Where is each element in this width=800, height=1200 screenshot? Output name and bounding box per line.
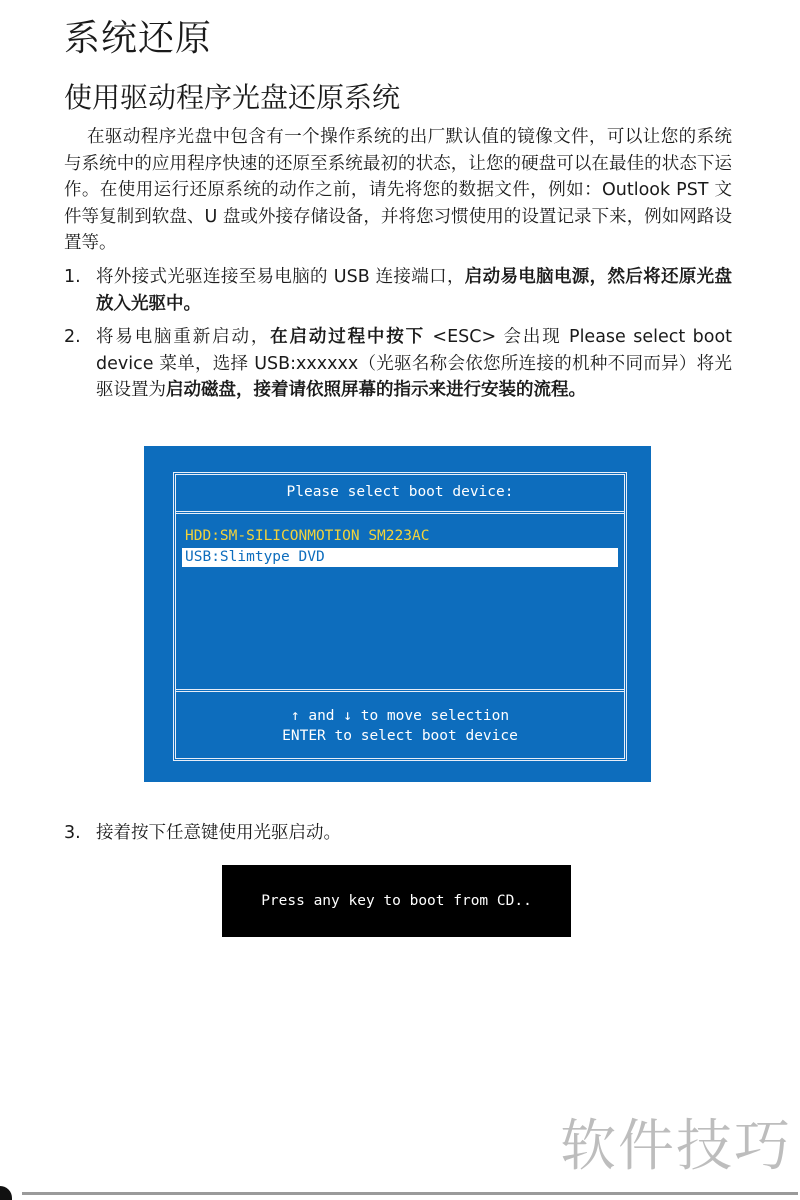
step-text-bold: 启动易电脑电源，然后将还原光盘放入光驱中。: [96, 267, 732, 314]
step-number: 2.: [64, 327, 81, 347]
step-text: [96, 324, 732, 404]
step-text-normal: 将外接式光驱连接至易电脑的 USB 连接端口，: [96, 267, 465, 287]
page-footer-rule: [22, 1192, 798, 1195]
step-text-bold: 启动磁盘，接着请依照屏幕的指示来进行安装的流程。: [166, 380, 586, 400]
boot-option-usb-selected[interactable]: USB:Slimtype DVD: [182, 548, 618, 567]
boot-menu-header: Please select boot device:: [176, 475, 624, 514]
page-corner-mark: [0, 1186, 12, 1200]
step-1: [64, 264, 732, 317]
boot-menu-screenshot: [144, 446, 651, 782]
cd-boot-prompt: Press any key to boot from CD..: [222, 865, 571, 937]
intro-paragraph: 在驱动程序光盘中包含有一个操作系统的出厂默认值的镜像文件，可以让您的系统与系统中的应用程序快速的还原至系统最初的状态，让您的硬盘可以在最佳的状态下运作。在使用运行还原系统的动作之前，请先将您的数据文件，例如：Outlook PST 文件等复制到软盘、U 盘或外接存储设备，并将您习惯使用的设置记录下来，例如网路设置等。: [64, 127, 732, 253]
step-2: [64, 324, 732, 404]
step-text: [96, 264, 732, 317]
section-title: 使用驱动程序光盘还原系统: [64, 81, 401, 114]
page-title: 系统还原: [64, 18, 213, 59]
boot-menu-footer: [176, 689, 624, 758]
step-text-normal: 将易电脑重新启动，: [96, 327, 271, 347]
boot-menu-frame: [173, 472, 627, 761]
boot-menu-hint-enter: ENTER to select boot device: [282, 728, 518, 744]
step-text: 接着按下任意键使用光驱启动。: [96, 823, 341, 843]
boot-menu-hint-move: ↑ and ↓ to move selection: [290, 708, 510, 724]
step-number: 1.: [64, 267, 81, 287]
boot-option-hdd[interactable]: HDD:SM-SILICONMOTION SM223AC: [185, 528, 430, 544]
step-text-bold: 在启动过程中按下: [270, 327, 425, 347]
step-3: [64, 820, 732, 847]
step-text-normal: <ESC> 会出现 Please select boot device 菜单，选择 USB:xxxxxx（光驱名称会依您所连接的机种不同而异）将光驱设置为: [96, 327, 733, 400]
step-number: 3.: [64, 823, 81, 843]
watermark: 软件技巧: [560, 1114, 792, 1179]
